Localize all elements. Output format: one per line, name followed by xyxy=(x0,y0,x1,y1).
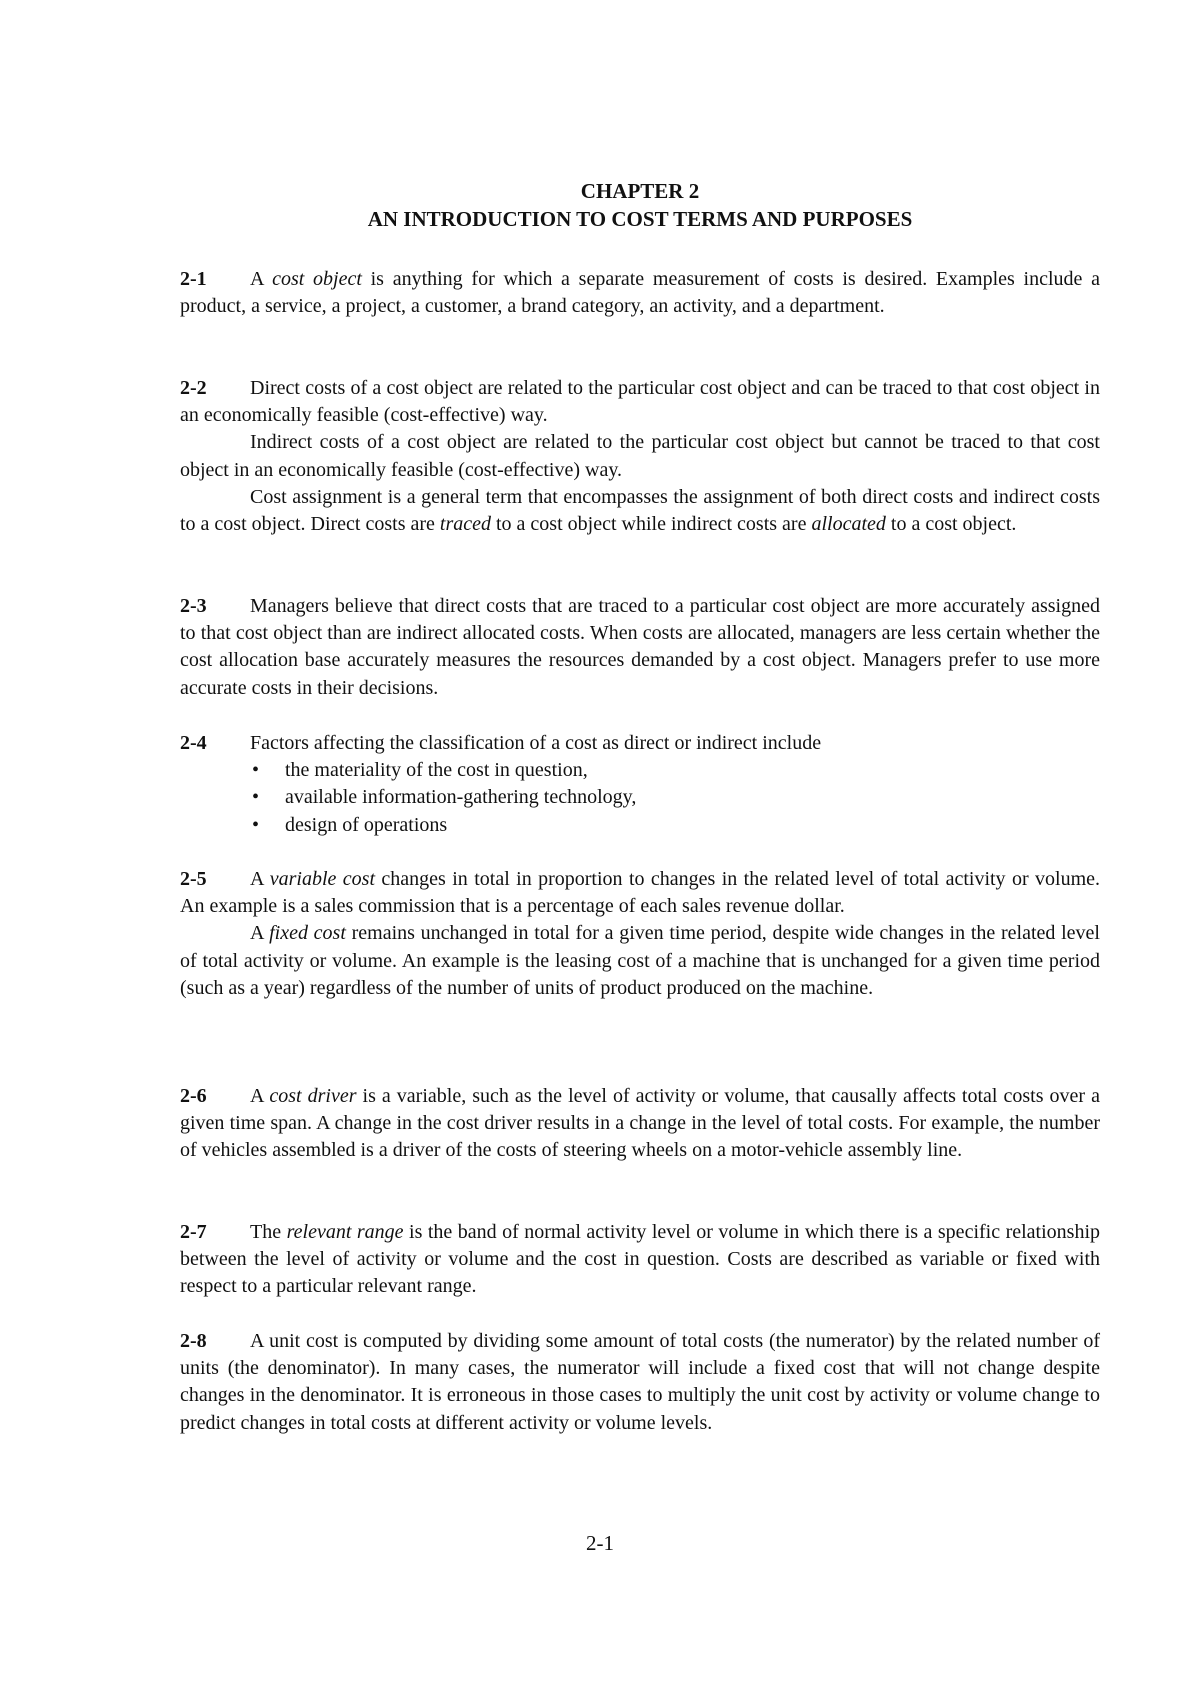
term-relevant-range: relevant range xyxy=(286,1221,404,1243)
question-2-3 xyxy=(180,593,1100,702)
list-item-text: the materiality of the cost in question, xyxy=(285,759,588,782)
text-run: A xyxy=(250,922,270,945)
question-2-2-cost-assignment xyxy=(180,484,1100,538)
question-2-5-fixed-cost xyxy=(180,920,1100,1002)
question-2-8 xyxy=(180,1328,1100,1437)
term-allocated: allocated xyxy=(811,513,886,536)
text-run: to a cost object. xyxy=(885,513,1017,536)
text-run: changes in total in proportion to changes in the related level of total activity or volume. An example is a sales commission that is a percentage of each sales revenue dollar. xyxy=(180,868,1101,918)
list-item-text: available information-gathering technology, xyxy=(285,786,637,809)
question-2-4-intro xyxy=(180,730,1100,757)
question-2-6 xyxy=(180,1083,1100,1165)
question-2-1-text xyxy=(180,266,1100,320)
bullet-icon: • xyxy=(252,786,260,809)
text-run: A unit cost is computed by dividing some amount of total costs (the numerator) by the related number of units (the denominator). In many cases, the numerator will include a fixed cost that will not change despite changes in the denominator. It is erroneous in those cases to multiply the unit cost by activity or volume change to predict changes in total costs at different activity or volume levels. xyxy=(180,1330,1100,1434)
question-number: 2-3 xyxy=(180,595,207,617)
question-2-2 xyxy=(180,375,1100,538)
question-2-7-text xyxy=(180,1219,1100,1301)
question-2-5 xyxy=(180,866,1100,1002)
question-2-2-direct-costs xyxy=(180,375,1100,429)
question-number: 2-8 xyxy=(180,1330,207,1352)
question-number: 2-4 xyxy=(180,732,207,754)
question-2-4 xyxy=(180,730,1100,839)
question-2-7 xyxy=(180,1219,1100,1301)
bullet-list xyxy=(180,757,1100,839)
question-number: 2-1 xyxy=(180,268,207,290)
text-run: is anything for which a separate measurement of costs is desired. Examples include a product, a service, a project, a customer, a brand category, an activity, and a department. xyxy=(180,268,1100,318)
list-item xyxy=(180,784,1100,811)
question-number: 2-6 xyxy=(180,1085,207,1107)
question-2-6-text xyxy=(180,1083,1100,1165)
text-run: remains unchanged in total for a given time period, despite wide changes in the related level of total activity or volume. An example is the leasing cost of a machine that is unchanged for a given time period (such as a year) regardless of the number of units of product produced on the machine. xyxy=(180,922,1100,999)
question-2-1 xyxy=(180,266,1100,320)
question-2-5-variable-cost xyxy=(180,866,1100,920)
text-run: A xyxy=(250,268,273,290)
chapter-title: AN INTRODUCTION TO COST TERMS AND PURPOSES xyxy=(367,207,913,231)
text-run: A xyxy=(250,1085,270,1107)
term-traced: traced xyxy=(439,513,491,536)
question-2-8-text xyxy=(180,1328,1100,1437)
page-number: 2-1 xyxy=(586,1531,614,1555)
text-run: Factors affecting the classification of a cost as direct or indirect include xyxy=(250,732,822,754)
text-run: is the band of normal activity level or volume in which there is a specific relationship between the level of activity or volume and the cost in question. Costs are described as variable or fixed with respect to a particular relevant range. xyxy=(180,1221,1101,1298)
text-run: The xyxy=(250,1221,287,1243)
question-number: 2-7 xyxy=(180,1221,207,1243)
term-variable-cost: variable cost xyxy=(269,868,376,890)
text-run: is a variable, such as the level of activity or volume, that causally affects total costs over a given time span. A change in the cost driver results in a change in the level of total costs. For example, the number of vehicles assembled is a driver of the costs of steering wheels on a motor-vehicle assembly line. xyxy=(180,1085,1100,1162)
list-item xyxy=(180,757,1100,784)
term-fixed-cost: fixed cost xyxy=(269,922,346,945)
bullet-icon: • xyxy=(252,813,260,836)
text-run: Cost assignment is a general term that encompasses the assignment of both direct costs and indirect costs to a cost object. Direct costs are xyxy=(180,485,1100,536)
chapter-label: CHAPTER 2 xyxy=(580,179,700,203)
text-run: Managers believe that direct costs that are traced to a particular cost object are more accurately assigned to that cost object than are indirect allocated costs. When costs are allocated, managers are less certain whether the cost allocation base accurately measures the resources demanded by a cost object. Managers prefer to use more accurate costs in their decisions. xyxy=(180,595,1100,699)
term-cost-driver: cost driver xyxy=(269,1085,357,1107)
text-run: to a cost object while indirect costs are xyxy=(491,513,812,536)
text-run: A xyxy=(250,868,270,890)
question-2-2-indirect-costs: Indirect costs of a cost object are related to the particular cost object but cannot be traced to that cost object in an economically feasible (cost-effective) way. xyxy=(180,431,1100,481)
text-run: Direct costs of a cost object are related to the particular cost object and can be traced to that cost object in an economically feasible (cost-effective) way. xyxy=(180,377,1100,427)
question-number: 2-5 xyxy=(180,868,207,890)
question-number: 2-2 xyxy=(180,377,207,399)
bullet-icon: • xyxy=(252,759,260,782)
list-item-text: design of operations xyxy=(285,813,448,836)
question-2-3-text xyxy=(180,593,1100,702)
term-cost-object: cost object xyxy=(272,268,362,290)
list-item xyxy=(180,812,1100,839)
